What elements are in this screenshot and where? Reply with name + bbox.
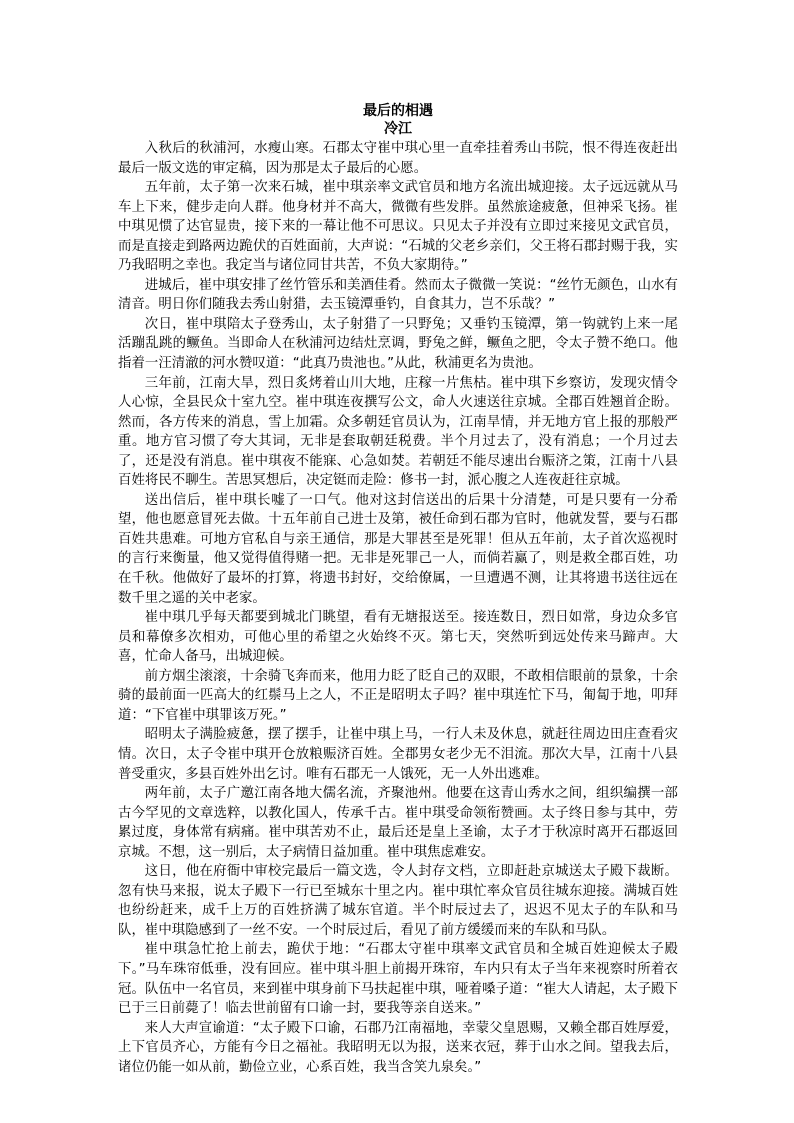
paragraph-6: 送出信后，崔中琪长嘘了一口气。他对这封信送出的后果十分清楚，可是只要有一分希望，他也愿意冒死去做。十五年前自己进士及第，被任命到石郡为官时，他就发誓，要与石郡百姓共患难。可地方官私自与亲王通信，那是大罪甚至是死罪！但从五年前，太子首次巡视时的言行来衡量，他又觉得值得赌一把。无非是死罪己一人，而倘若赢了，则是救全郡百姓，功在千秋。他做好了最坏的打算，将遗书封好，交给僚属，一旦遭遇不测，让其将遗书送往远在数千里之遥的关中老家。 — [118, 492, 678, 606]
paragraph-1: 入秋后的秋浦河，水瘦山寒。石郡太守崔中琪心里一直牵挂着秀山书院，恨不得连夜赶出最后一版文选的审定稿，因为那是太子最后的心愿。 — [118, 141, 678, 176]
paragraph-3: 进城后，崔中琪安排了丝竹管乐和美酒佳肴。然而太子微微一笑说：“丝竹无颜色，山水有清音。明日你们随我去秀山射猎，去玉镜潭垂钓，自食其力，岂不乐哉？” — [118, 277, 678, 313]
paragraph-5: 三年前，江南大旱，烈日炙烤着山川大地，庄稼一片焦枯。崔中琪下乡察访，发现灾情令人心惊，全县民众十室九空。崔中琪连夜撰写公文，命人火速送往京城。全郡百姓翘首企盼。然而，各方传来的消息，雪上加霜。众多朝廷官员认为，江南旱情，并无地方官上报的那般严重。地方官习惯了夸大其词，无非是套取朝廷税费。半个月过去了，没有消息；一个月过去了，还是没有消息。崔中琪夜不能寐、心急如焚。若朝廷不能尽速出台赈济之策，江南十八县百姓将民不聊生。苦思冥想后，决定铤而走险：修书一封，派心腹之人连夜赶往京城。 — [118, 375, 678, 489]
paragraph-2: 五年前，太子第一次来石城，崔中琪亲率文武官员和地方名流出城迎接。太子远远就从马车上下来，健步走向人群。他身材并不高大，微微有些发胖。虽然旅途疲惫，但神采飞扬。崔中琪见惯了达官显贵，接下来的一幕让他不可思议。只见太子并没有立即过来接见文武官员，而是直接走到路两边跪伏的百姓面前，大声说：“石城的父老乡亲们，父王将石郡封赐于我，实乃我昭明之幸也。我定当与诸位同甘共苦，不负大家期待。” — [118, 180, 678, 274]
paragraph-11: 这日，他在府衙中审校完最后一篇文选，令人封存文档，立即赶赴京城送太子殿下裁断。忽有快马来报，说太子殿下一行已至城东十里之内。崔中琪忙率众官员往城东迎接。满城百姓也纷纷赶来，成千上万的百姓挤满了城东官道。半个时辰过去了，迟迟不见太子的车队和马队，崔中琪隐感到了一丝不安。一个时辰过后，看见了前方缓缓而来的车队和马队。 — [118, 864, 678, 938]
paragraph-13: 来人大声宣谕道：“太子殿下口谕，石郡乃江南福地，幸蒙父皇恩赐，又赖全郡百姓厚爱，上下官员齐心，方能有今日之福祉。我昭明无以为报，送来衣冠，葬于山水之间。望我去后，诸位仍能一如从前，勤俭立业，心系百姓，我当含笑九泉矣。” — [118, 1020, 678, 1075]
paragraph-12: 崔中琪急忙抢上前去，跪伏于地：“石郡太守崔中琪率文武官员和全城百姓迎候太子殿下。”马车珠帘低垂，没有回应。崔中琪斗胆上前揭开珠帘，车内只有太子当年来视察时所着衣冠。队伍中一名官员，来到崔中琪身前下马扶起崔中琪，哑着嗓子道：“崔大人请起，太子殿下已于三日前薨了！临去世前留有口谕一封，要我等亲自送来。” — [118, 942, 678, 1017]
story-body — [118, 139, 678, 1077]
author-name: 冷江 — [384, 121, 412, 137]
paragraph-10: 两年前，太子广邀江南各地大儒名流，齐聚池州。他要在这青山秀水之间，组织编撰一部古今罕见的文章选粹，以教化国人，传承千古。崔中琪受命领衔赞画。太子终日参与其中，劳累过度，身体常有病痛。崔中琪苦劝不止，最后还是皇上圣谕，太子才于秋凉时离开石郡返回京城。不想，这一别后，太子病情日益加重。崔中琪焦虑难安。 — [118, 786, 678, 860]
story-title: 最后的相遇 — [363, 103, 433, 119]
paragraph-7: 崔中琪几乎每天都要到城北门眺望，看有无塘报送至。接连数日，烈日如常，身边众多官员和幕僚多次相劝，可他心里的希望之火始终不灭。第七天，突然听到远处传来马蹄声。大喜，忙命人备马，出城迎候。 — [118, 610, 678, 665]
paragraph-9: 昭明太子满脸疲惫，摆了摆手，让崔中琪上马，一行人未及休息，就赶往周边田庄查看灾情。次日，太子令崔中琪开仓放粮赈济百姓。全郡男女老少无不泪流。那次大旱，江南十八县普受重灾，多县百姓外出乞讨。唯有石郡无一人饿死，无一人外出逃难。 — [118, 727, 678, 782]
paragraph-8: 前方烟尘滚滚，十余骑飞奔而来，他用力眨了眨自己的双眼，不敢相信眼前的景象，十余骑的最前面一匹高大的红鬃马上之人，不正是昭明太子吗？崔中琪连忙下马，匍匐于地，叩拜道：“下官崔中琪罪该万死。” — [118, 668, 678, 723]
document-page — [118, 102, 678, 1077]
paragraph-4: 次日，崔中琪陪太子登秀山，太子射猎了一只野兔；又垂钓玉镜潭，第一钩就钓上来一尾活蹦乱跳的鳜鱼。当即命人在秋浦河边结灶烹调，野兔之鲜，鳜鱼之肥，令太子赞不绝口。他指着一汪清澈的河水赞叹道：“此真乃贵池也。”从此，秋浦更名为贵池。 — [118, 316, 678, 372]
